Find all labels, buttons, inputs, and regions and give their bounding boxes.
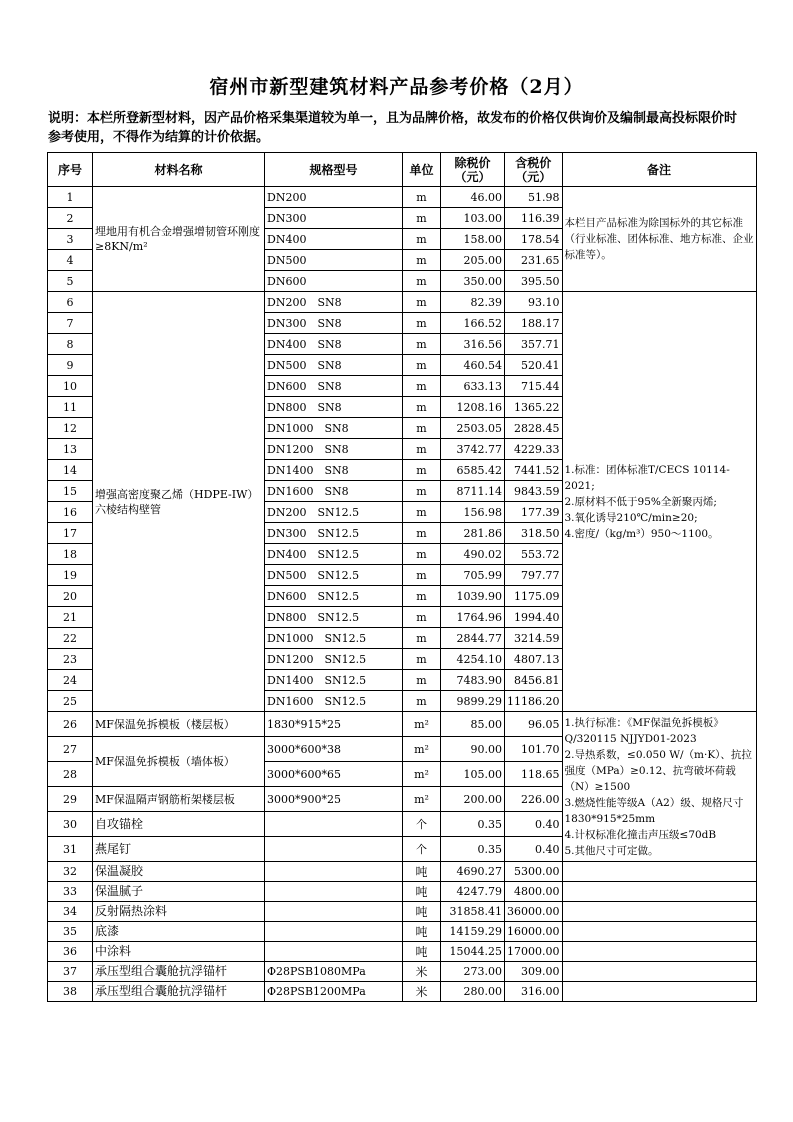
spec-cell: DN300 SN8 <box>265 313 403 334</box>
row-number: 10 <box>48 376 93 397</box>
unit-cell: m <box>403 523 441 544</box>
price-ex-cell: 633.13 <box>441 376 505 397</box>
spec-cell: DN500 SN12.5 <box>265 565 403 586</box>
unit-cell: m <box>403 649 441 670</box>
price-ex-cell: 46.00 <box>441 187 505 208</box>
material-name: 保温凝胶 <box>93 862 265 882</box>
row-number: 30 <box>48 812 93 837</box>
unit-cell: m <box>403 565 441 586</box>
spec-cell: DN1000 SN12.5 <box>265 628 403 649</box>
page-title: 宿州市新型建筑材料产品参考价格（2月） <box>209 76 584 98</box>
spec-cell: DN600 <box>265 271 403 292</box>
spec-cell <box>265 882 403 902</box>
unit-cell: m <box>403 502 441 523</box>
header-name: 材料名称 <box>93 153 265 187</box>
spec-cell: DN200 <box>265 187 403 208</box>
price-in-cell: 7441.52 <box>505 460 563 481</box>
row-number: 31 <box>48 837 93 862</box>
table-row <box>48 882 757 902</box>
price-in-cell: 316.00 <box>505 982 563 1002</box>
price-in-cell: 11186.20 <box>505 691 563 712</box>
unit-cell: m <box>403 229 441 250</box>
price-ex-cell: 316.56 <box>441 334 505 355</box>
price-ex-cell: 6585.42 <box>441 460 505 481</box>
row-number: 7 <box>48 313 93 334</box>
spec-cell: DN400 SN8 <box>265 334 403 355</box>
unit-cell: m <box>403 607 441 628</box>
unit-cell: 吨 <box>403 942 441 962</box>
price-ex-cell: 158.00 <box>441 229 505 250</box>
spec-cell <box>265 922 403 942</box>
material-name: 增强高密度聚乙烯（HDPE-IW）六棱结构壁管 <box>93 292 265 712</box>
price-in-cell: 797.77 <box>505 565 563 586</box>
price-ex-cell: 200.00 <box>441 787 505 812</box>
price-ex-cell: 0.35 <box>441 812 505 837</box>
unit-cell: 吨 <box>403 922 441 942</box>
spec-cell: DN1200 SN12.5 <box>265 649 403 670</box>
unit-cell: 米 <box>403 962 441 982</box>
price-in-cell: 188.17 <box>505 313 563 334</box>
unit-cell: m <box>403 250 441 271</box>
unit-cell: m <box>403 292 441 313</box>
spec-cell: 3000*900*25 <box>265 787 403 812</box>
unit-cell: m <box>403 376 441 397</box>
price-in-cell: 51.98 <box>505 187 563 208</box>
price-in-cell: 2828.45 <box>505 418 563 439</box>
row-number: 26 <box>48 712 93 737</box>
price-ex-cell: 2503.05 <box>441 418 505 439</box>
price-in-cell: 226.00 <box>505 787 563 812</box>
header-spec: 规格型号 <box>265 153 403 187</box>
unit-cell: m <box>403 208 441 229</box>
spec-cell: DN600 SN8 <box>265 376 403 397</box>
row-number: 29 <box>48 787 93 812</box>
spec-cell <box>265 902 403 922</box>
spec-cell: 3000*600*38 <box>265 737 403 762</box>
row-number: 20 <box>48 586 93 607</box>
spec-cell <box>265 812 403 837</box>
unit-cell: m <box>403 418 441 439</box>
remark-cell <box>562 862 756 882</box>
price-ex-cell: 273.00 <box>441 962 505 982</box>
header-price-ex: 除税价 （元） <box>441 153 505 187</box>
row-number: 34 <box>48 902 93 922</box>
material-name: 承压型组合囊舱抗浮锚杆 <box>93 962 265 982</box>
price-ex-cell: 7483.90 <box>441 670 505 691</box>
material-name: 底漆 <box>93 922 265 942</box>
spec-cell: DN800 SN12.5 <box>265 607 403 628</box>
price-in-cell: 1365.22 <box>505 397 563 418</box>
price-ex-cell: 0.35 <box>441 837 505 862</box>
unit-cell: m <box>403 355 441 376</box>
price-ex-cell: 166.52 <box>441 313 505 334</box>
price-ex-cell: 281.86 <box>441 523 505 544</box>
table-row <box>48 862 757 882</box>
price-ex-cell: 705.99 <box>441 565 505 586</box>
row-number: 16 <box>48 502 93 523</box>
row-number: 27 <box>48 737 93 762</box>
unit-cell: 吨 <box>403 902 441 922</box>
unit-cell: m² <box>403 762 441 787</box>
price-ex-cell: 1039.90 <box>441 586 505 607</box>
header-remark: 备注 <box>562 153 756 187</box>
row-number: 5 <box>48 271 93 292</box>
row-number: 13 <box>48 439 93 460</box>
price-in-cell: 101.70 <box>505 737 563 762</box>
remark-cell: 1.标准：团体标准T/CECS 10114-2021; 2.原材料不低于95%全新聚丙烯; 3.氧化诱导210℃/min≥20; 4.密度/（kg/m³）950～1100。 <box>562 292 756 712</box>
spec-cell: DN600 SN12.5 <box>265 586 403 607</box>
material-name: 燕尾钉 <box>93 837 265 862</box>
price-in-cell: 318.50 <box>505 523 563 544</box>
price-ex-cell: 2844.77 <box>441 628 505 649</box>
header-no: 序号 <box>48 153 93 187</box>
unit-cell: m <box>403 670 441 691</box>
row-number: 4 <box>48 250 93 271</box>
price-ex-cell: 280.00 <box>441 982 505 1002</box>
spec-cell: DN1400 SN12.5 <box>265 670 403 691</box>
remark-cell <box>562 942 756 962</box>
price-ex-cell: 490.02 <box>441 544 505 565</box>
row-number: 8 <box>48 334 93 355</box>
row-number: 33 <box>48 882 93 902</box>
spec-cell: DN1200 SN8 <box>265 439 403 460</box>
row-number: 23 <box>48 649 93 670</box>
spec-cell: 1830*915*25 <box>265 712 403 737</box>
spec-cell: DN300 <box>265 208 403 229</box>
price-ex-cell: 460.54 <box>441 355 505 376</box>
remark-cell <box>562 982 756 1002</box>
price-in-cell: 715.44 <box>505 376 563 397</box>
remark-cell <box>562 962 756 982</box>
row-number: 3 <box>48 229 93 250</box>
row-number: 36 <box>48 942 93 962</box>
material-name: 反射隔热涂料 <box>93 902 265 922</box>
unit-cell: m <box>403 628 441 649</box>
price-ex-cell: 156.98 <box>441 502 505 523</box>
price-in-cell: 1994.40 <box>505 607 563 628</box>
price-ex-cell: 8711.14 <box>441 481 505 502</box>
unit-cell: m² <box>403 787 441 812</box>
price-in-cell: 4807.13 <box>505 649 563 670</box>
unit-cell: m <box>403 439 441 460</box>
price-ex-cell: 15044.25 <box>441 942 505 962</box>
price-in-cell: 36000.00 <box>505 902 563 922</box>
price-table <box>47 152 757 1002</box>
price-in-cell: 96.05 <box>505 712 563 737</box>
price-in-cell: 5300.00 <box>505 862 563 882</box>
row-number: 2 <box>48 208 93 229</box>
unit-cell: m <box>403 313 441 334</box>
unit-cell: m² <box>403 712 441 737</box>
spec-cell: DN200 SN12.5 <box>265 502 403 523</box>
table-row <box>48 902 757 922</box>
unit-cell: m <box>403 187 441 208</box>
unit-cell: 个 <box>403 812 441 837</box>
spec-cell: DN500 SN8 <box>265 355 403 376</box>
price-in-cell: 93.10 <box>505 292 563 313</box>
price-in-cell: 395.50 <box>505 271 563 292</box>
price-in-cell: 116.39 <box>505 208 563 229</box>
table-row <box>48 187 757 208</box>
material-name: MF保温免拆模板（楼层板） <box>93 712 265 737</box>
spec-cell <box>265 837 403 862</box>
spec-cell <box>265 862 403 882</box>
price-in-cell: 17000.00 <box>505 942 563 962</box>
price-ex-cell: 1208.16 <box>441 397 505 418</box>
table-row <box>48 922 757 942</box>
row-number: 9 <box>48 355 93 376</box>
row-number: 24 <box>48 670 93 691</box>
page-note: 说明：本栏所登新型材料，因产品价格采集渠道较为单一，且为品牌价格，故发布的价格仅供询价及编制最高投标限价时参考使用，不得作为结算的计价依据。 <box>48 111 738 145</box>
table-row <box>48 292 757 313</box>
spec-cell: DN1000 SN8 <box>265 418 403 439</box>
price-ex-cell: 105.00 <box>441 762 505 787</box>
material-name: 承压型组合囊舱抗浮锚杆 <box>93 982 265 1002</box>
price-ex-cell: 31858.41 <box>441 902 505 922</box>
price-in-cell: 357.71 <box>505 334 563 355</box>
price-ex-cell: 1764.96 <box>441 607 505 628</box>
unit-cell: m <box>403 334 441 355</box>
row-number: 37 <box>48 962 93 982</box>
row-number: 11 <box>48 397 93 418</box>
row-number: 18 <box>48 544 93 565</box>
spec-cell: DN400 SN12.5 <box>265 544 403 565</box>
row-number: 25 <box>48 691 93 712</box>
price-ex-cell: 4254.10 <box>441 649 505 670</box>
row-number: 12 <box>48 418 93 439</box>
row-number: 32 <box>48 862 93 882</box>
spec-cell: DN1600 SN12.5 <box>265 691 403 712</box>
price-ex-cell: 82.39 <box>441 292 505 313</box>
remark-cell <box>562 902 756 922</box>
spec-cell: DN400 <box>265 229 403 250</box>
price-in-cell: 309.00 <box>505 962 563 982</box>
spec-cell: DN1400 SN8 <box>265 460 403 481</box>
spec-cell: Φ28PSB1200MPa <box>265 982 403 1002</box>
row-number: 28 <box>48 762 93 787</box>
material-name: MF保温免拆模板（墙体板） <box>93 737 265 787</box>
unit-cell: m <box>403 397 441 418</box>
price-in-cell: 118.65 <box>505 762 563 787</box>
price-ex-cell: 85.00 <box>441 712 505 737</box>
row-number: 38 <box>48 982 93 1002</box>
unit-cell: m <box>403 544 441 565</box>
material-name: 中涂料 <box>93 942 265 962</box>
row-number: 15 <box>48 481 93 502</box>
spec-cell <box>265 942 403 962</box>
row-number: 17 <box>48 523 93 544</box>
price-in-cell: 1175.09 <box>505 586 563 607</box>
remark-cell <box>562 882 756 902</box>
row-number: 1 <box>48 187 93 208</box>
spec-cell: Φ28PSB1080MPa <box>265 962 403 982</box>
price-in-cell: 4800.00 <box>505 882 563 902</box>
price-in-cell: 177.39 <box>505 502 563 523</box>
table-row <box>48 942 757 962</box>
unit-cell: 个 <box>403 837 441 862</box>
spec-cell: DN1600 SN8 <box>265 481 403 502</box>
remark-cell: 1.执行标准：《MF保温免拆模板》Q/320115 NJJYD01-2023 2.导热系数，≤0.050 W/（m·K）、抗拉强度（MPa）≥0.12、抗弯破坏荷载（N）≥1500 3.燃烧性能等级A（A2）级、规格尺寸1830*915*25mm 4.计权标准化撞击声压级≤70dB 5.其他尺寸可定做。 <box>562 712 756 862</box>
price-in-cell: 16000.00 <box>505 922 563 942</box>
row-number: 35 <box>48 922 93 942</box>
row-number: 21 <box>48 607 93 628</box>
price-ex-cell: 103.00 <box>441 208 505 229</box>
header-row <box>48 153 757 187</box>
spec-cell: DN500 <box>265 250 403 271</box>
row-number: 14 <box>48 460 93 481</box>
price-in-cell: 3214.59 <box>505 628 563 649</box>
price-ex-cell: 9899.29 <box>441 691 505 712</box>
table-row <box>48 712 757 737</box>
row-number: 22 <box>48 628 93 649</box>
unit-cell: 吨 <box>403 882 441 902</box>
material-name: 自攻锚栓 <box>93 812 265 837</box>
unit-cell: 吨 <box>403 862 441 882</box>
remark-cell: 本栏目产品标准为除国标外的其它标准（行业标准、团体标准、地方标准、企业标准等）。 <box>562 187 756 292</box>
price-in-cell: 0.40 <box>505 812 563 837</box>
table-row <box>48 982 757 1002</box>
remark-cell <box>562 922 756 942</box>
price-ex-cell: 205.00 <box>441 250 505 271</box>
spec-cell: DN300 SN12.5 <box>265 523 403 544</box>
material-name: 埋地用有机合金增强增韧管环刚度≥8KN/m² <box>93 187 265 292</box>
price-in-cell: 0.40 <box>505 837 563 862</box>
table-row <box>48 962 757 982</box>
row-number: 19 <box>48 565 93 586</box>
unit-cell: m <box>403 481 441 502</box>
header-unit: 单位 <box>403 153 441 187</box>
price-ex-cell: 4247.79 <box>441 882 505 902</box>
unit-cell: 米 <box>403 982 441 1002</box>
unit-cell: m <box>403 460 441 481</box>
price-in-cell: 4229.33 <box>505 439 563 460</box>
price-ex-cell: 350.00 <box>441 271 505 292</box>
unit-cell: m <box>403 271 441 292</box>
price-in-cell: 178.54 <box>505 229 563 250</box>
unit-cell: m² <box>403 737 441 762</box>
price-in-cell: 520.41 <box>505 355 563 376</box>
spec-cell: DN200 SN8 <box>265 292 403 313</box>
spec-cell: DN800 SN8 <box>265 397 403 418</box>
unit-cell: m <box>403 586 441 607</box>
price-ex-cell: 90.00 <box>441 737 505 762</box>
material-name: MF保温隔声钢筋桁架楼层板 <box>93 787 265 812</box>
spec-cell: 3000*600*65 <box>265 762 403 787</box>
row-number: 6 <box>48 292 93 313</box>
price-in-cell: 231.65 <box>505 250 563 271</box>
price-ex-cell: 14159.29 <box>441 922 505 942</box>
header-price-in: 含税价 （元） <box>505 153 563 187</box>
material-name: 保温腻子 <box>93 882 265 902</box>
price-ex-cell: 3742.77 <box>441 439 505 460</box>
price-in-cell: 9843.59 <box>505 481 563 502</box>
price-in-cell: 553.72 <box>505 544 563 565</box>
unit-cell: m <box>403 691 441 712</box>
price-ex-cell: 4690.27 <box>441 862 505 882</box>
price-in-cell: 8456.81 <box>505 670 563 691</box>
